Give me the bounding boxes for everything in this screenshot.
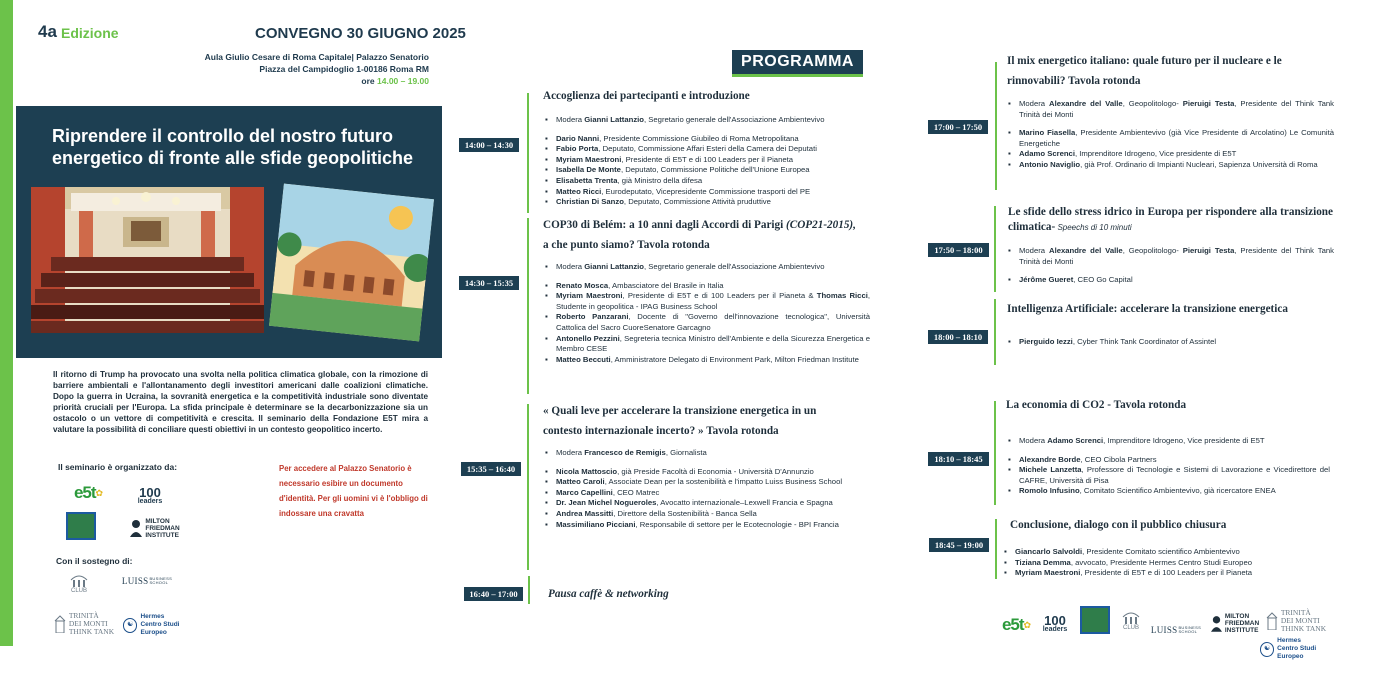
hermes-footer-line-2: Centro Studi Europeo bbox=[1277, 645, 1317, 660]
session-1-time: 14:00 – 14:30 bbox=[459, 138, 519, 152]
session-2-divider bbox=[527, 218, 529, 394]
hermes-footer-text bbox=[1277, 637, 1340, 661]
programme-badge: PROGRAMMA bbox=[732, 50, 863, 77]
speaker-item: ▪ Alexandre Borde, CEO Cibola Partners bbox=[1008, 455, 1330, 466]
luiss-footer-text: LUISS bbox=[1150, 625, 1178, 635]
speaker-item: ▪ Modera Francesco de Remigis, Giornalista bbox=[545, 448, 870, 459]
e5t-logo-footer bbox=[996, 614, 1036, 636]
speaker-item: ▪ Myriam Maestroni, Presidente di E5T e di 100 Leaders per il Pianeta & Thomas Ricci, Studente in geopolitica - IPAG Business School bbox=[545, 291, 870, 312]
hall-photo bbox=[31, 187, 264, 333]
session-6-speakers bbox=[1008, 337, 1334, 348]
speaker-item: ▪ Modera Gianni Lattanzio, Segretario generale dell'Associazione Ambientevivo bbox=[545, 262, 870, 273]
luiss-footer-small-1: BUSINESS bbox=[1178, 625, 1202, 630]
speaker-item: ▪ Adamo Screnci, Imprenditore Idrogeno, Vice presidente di E5T bbox=[1008, 149, 1334, 160]
organizers-title: Il seminario è organizzato da: bbox=[58, 462, 178, 472]
speaker-item: ▪ Isabella De Monte, Deputato, Commissione Politiche dell'Unione Europea bbox=[545, 165, 870, 176]
conference-title: CONVEGNO 30 GIUGNO 2025 bbox=[255, 25, 466, 42]
session-4-title-a: Il mix energetico italiano: quale futuro per il nucleare e le bbox=[1007, 55, 1282, 67]
speaker-item: ▪ Andrea Massitti, Direttore della Sostenibilità - Banca Sella bbox=[545, 509, 870, 520]
pause-time: 16:40 – 17:00 bbox=[464, 587, 523, 601]
session-4-speakers bbox=[1008, 99, 1334, 171]
speaker-item: ▪ Antonello Pezzini, Segreteria tecnica Ministro dell'Ambiente e della Sicurezza Energetica e Membro CESE bbox=[545, 334, 870, 355]
speaker-item: ▪ Giancarlo Salvoldi, Presidente Comitato scientifico Ambientevivo bbox=[1004, 547, 1334, 558]
venue-time-prefix: ore bbox=[361, 76, 377, 86]
session-4-title bbox=[1007, 51, 1337, 91]
club-building-icon bbox=[1122, 611, 1140, 625]
session-3-speakers bbox=[545, 448, 870, 530]
milton-line-2: FRIEDMAN bbox=[145, 524, 180, 532]
hermes-emblem-icon: ☯ bbox=[1260, 642, 1274, 657]
milton-portrait-icon bbox=[1211, 615, 1222, 632]
hermes-logo-footer bbox=[1260, 637, 1340, 660]
club-logo bbox=[63, 570, 95, 598]
luiss-logo bbox=[119, 574, 175, 588]
session-2-title bbox=[543, 215, 873, 255]
speaker-item: ▪ Christian Di Sanzo, Deputato, Commissione Attività pruduttive bbox=[545, 197, 870, 208]
speaker-item: ▪ Modera Gianni Lattanzio, Segretario generale dell'Associazione Ambientevivo bbox=[545, 115, 870, 126]
speaker-item: ▪ Modera Adamo Screnci, Imprenditore Idrogeno, Vice presidente di E5T bbox=[1008, 436, 1330, 447]
session-3-title bbox=[543, 401, 873, 441]
trinita-footer-line-3: THINK TANK bbox=[1280, 624, 1327, 633]
session-8-time: 18:45 – 19:00 bbox=[929, 538, 989, 552]
luiss-small-1: BUSINESS bbox=[149, 576, 173, 581]
edition-label: Edizione bbox=[61, 25, 119, 41]
hermes-logo bbox=[123, 613, 205, 636]
speaker-item: ▪ Romolo Infusino, Comitato Scientifico Ambientevivo, già ricercatore ENEA bbox=[1008, 486, 1330, 497]
leaf-icon: ✿ bbox=[95, 487, 103, 498]
luiss-small-2: SCHOOL bbox=[149, 580, 169, 585]
session-4-title-b: rinnovabili? Tavola rotonda bbox=[1007, 75, 1141, 87]
venue-line-2: Piazza del Campidoglio 1-00186 Roma RM bbox=[259, 64, 429, 74]
session-7-speakers bbox=[1008, 436, 1330, 497]
venue-block bbox=[205, 51, 429, 87]
session-2-title-a: COP30 di Belém: a 10 anni dagli Accordi di Parigi bbox=[543, 219, 787, 231]
trinita-church-icon bbox=[54, 615, 66, 633]
venue-time bbox=[205, 75, 429, 87]
session-2-title-c: a che punto siamo? Tavola rotonda bbox=[543, 239, 710, 251]
session-5-title bbox=[1008, 205, 1333, 235]
milton-line-3: INSTITUTE bbox=[145, 531, 179, 539]
speaker-item: ▪ Nicola Mattoscio, già Preside Facoltà di Economia - Università D'Annunzio bbox=[545, 467, 870, 478]
milton-footer-text bbox=[1225, 613, 1259, 634]
speaker-item: ▪ Tiziana Demma, avvocato, Presidente Hermes Centro Studi Europeo bbox=[1004, 558, 1334, 569]
session-7-time: 18:10 – 18:45 bbox=[928, 452, 989, 466]
speaker-item: ▪ Roberto Panzarani, Docente di "Governo dell'innovazione tecnologica", Università Cattolica del Sacro CuoreSenatore Garcagno bbox=[545, 312, 870, 333]
milton-footer-line-1: MILTON bbox=[1224, 612, 1250, 620]
speaker-item: ▪ Myriam Maestroni, Presidente di E5T e di 100 Leaders per il Pianeta bbox=[1004, 568, 1334, 579]
trinita-line-1: TRINITÀ bbox=[68, 611, 99, 620]
milton-friedman-logo-footer bbox=[1207, 612, 1263, 634]
session-1-divider bbox=[527, 93, 529, 213]
trinita-footer-text bbox=[1281, 609, 1326, 633]
session-5-title-a: Le sfide dello stress idrico in Europa per rispondere alla transizione climatica- bbox=[1008, 206, 1333, 233]
session-5-title-note: Speechs di 10 minuti bbox=[1055, 223, 1132, 232]
speaker-item: ▪ Marco Capellini, CEO Matrec bbox=[545, 488, 870, 499]
milton-friedman-logo bbox=[125, 516, 185, 540]
speaker-item: ▪ Renato Mosca, Ambasciatore del Brasile in Italia bbox=[545, 281, 870, 292]
edition-number: 4a bbox=[38, 22, 57, 41]
e5t-logo-text: e5t bbox=[73, 483, 96, 502]
session-8-divider bbox=[995, 519, 997, 579]
club-footer-text: CLUB bbox=[1122, 624, 1139, 631]
trinita-footer-line-2: DEI MONTI bbox=[1280, 616, 1320, 625]
hermes-line-1: Hermes bbox=[140, 613, 165, 620]
speaker-item: ▪ Michele Lanzetta, Professore di Tecnologie e Sistemi di Lavorazione e Vicedirettore del CAFRE, Università di Pisa bbox=[1008, 465, 1330, 486]
hermes-text bbox=[140, 613, 205, 637]
session-3-title-a: « Quali leve per accelerare la transizione energetica in un bbox=[543, 405, 817, 417]
speaker-item: ▪ Matteo Ricci, Eurodeputato, Vicepresidente Commissione trasporti del PE bbox=[545, 187, 870, 198]
speaker-item: ▪ Dr. Jean Michel Nogueroles, Avocatto internazionale–Lexwell Francia e Spagna bbox=[545, 498, 870, 509]
trinita-text bbox=[69, 612, 114, 636]
ambientevivo-logo bbox=[66, 512, 96, 540]
milton-portrait-icon bbox=[130, 519, 142, 537]
luiss-logo-footer bbox=[1149, 623, 1203, 637]
rome-illustration bbox=[269, 183, 434, 341]
speaker-item: ▪ Matteo Beccuti, Amministratore Delegato di Environment Park, Milton Friedman Institute bbox=[545, 355, 870, 366]
session-7-title: La economia di CO2 - Tavola rotonda bbox=[1006, 399, 1187, 411]
session-7-divider bbox=[994, 401, 996, 505]
session-5-time: 17:50 – 18:00 bbox=[928, 243, 989, 257]
leaders-footer-word: leaders bbox=[1042, 626, 1068, 633]
club-text: CLUB bbox=[70, 587, 87, 594]
venue-time-value: 14.00 – 19.00 bbox=[377, 76, 429, 86]
e5t-logo bbox=[68, 482, 108, 504]
trinita-footer-line-1: TRINITÀ bbox=[1280, 608, 1311, 617]
milton-text bbox=[145, 518, 179, 539]
speaker-item: ▪ Dario Nanni, Presidente Commissione Giubileo di Roma Metropolitana bbox=[545, 134, 870, 145]
left-accent-bar bbox=[0, 0, 13, 646]
leaders-word: leaders bbox=[137, 498, 163, 505]
hero-title: Riprendere il controllo del nostro futuro energetico di fronte alle sfide geopolitiche bbox=[52, 126, 414, 168]
session-5-speakers bbox=[1008, 246, 1334, 286]
trinita-line-3: THINK TANK bbox=[68, 627, 115, 636]
session-4-divider bbox=[995, 62, 997, 190]
session-3-title-b: contesto internazionale incerto? » Tavola rotonda bbox=[543, 425, 779, 437]
leaf-icon: ✿ bbox=[1023, 619, 1031, 630]
session-2-speakers bbox=[545, 262, 870, 365]
100-leaders-logo bbox=[136, 486, 164, 508]
milton-line-1: MILTON bbox=[145, 517, 170, 525]
access-note: Per accedere al Palazzo Senatorio è necessario esibire un documento d'identità. Per gli uomini vi è l'obbligo di indossare una cravatta bbox=[279, 464, 428, 518]
session-3-divider bbox=[527, 404, 529, 570]
session-1-title: Accoglienza dei partecipanti e introduzione bbox=[543, 90, 750, 102]
speaker-item: ▪ Massimiliano Picciani, Responsabile di settore per le Ecotecnologie - BPI Francia bbox=[545, 520, 870, 531]
speaker-item: ▪ Matteo Caroli, Associate Dean per la sostenibilità e l'impatto Luiss Business School bbox=[545, 477, 870, 488]
session-1-speakers bbox=[545, 115, 870, 208]
session-6-time: 18:00 – 18:10 bbox=[928, 330, 988, 344]
session-8-title: Conclusione, dialogo con il pubblico chiusura bbox=[1010, 519, 1227, 531]
e5t-footer-text: e5t bbox=[1001, 615, 1024, 634]
session-5-divider bbox=[994, 206, 996, 292]
support-title: Con il sostegno di: bbox=[56, 556, 133, 566]
trinita-church-icon bbox=[1266, 612, 1278, 630]
pause-divider bbox=[528, 576, 530, 604]
club-logo-footer bbox=[1116, 604, 1146, 638]
session-3-time: 15:35 – 16:40 bbox=[461, 462, 521, 476]
pause-title: Pausa caffè & networking bbox=[548, 588, 669, 600]
trinita-line-2: DEI MONTI bbox=[68, 619, 108, 628]
leaders-footer-number: 100 bbox=[1044, 613, 1066, 628]
hermes-line-2: Centro Studi Europeo bbox=[140, 621, 180, 636]
luiss-footer-small-2: SCHOOL bbox=[1178, 629, 1198, 634]
luiss-text: LUISS bbox=[121, 576, 149, 586]
speaker-item: ▪ Modera Alexandre del Valle, Geopolitologo- Pieruigi Testa, Presidente del Think Tank Trinità dei Monti bbox=[1008, 246, 1334, 267]
hermes-emblem-icon: ☯ bbox=[123, 618, 137, 633]
session-6-title: Intelligenza Artificiale: accelerare la transizione energetica bbox=[1007, 303, 1288, 315]
100-leaders-logo-footer bbox=[1041, 614, 1069, 636]
session-8-speakers bbox=[1004, 547, 1334, 579]
hermes-footer-line-1: Hermes bbox=[1277, 637, 1302, 644]
milton-footer-line-3: INSTITUTE bbox=[1224, 626, 1259, 634]
session-2-title-b: (COP21-2015), bbox=[786, 219, 856, 231]
speaker-item: ▪ Jérôme Gueret, CEO Go Capital bbox=[1008, 275, 1334, 286]
trinita-logo bbox=[52, 613, 116, 635]
speaker-item: ▪ Myriam Maestroni, Presidente di E5T e di 100 Leaders per il Pianeta bbox=[545, 155, 870, 166]
venue-line-1: Aula Giulio Cesare di Roma Capitale| Palazzo Senatorio bbox=[204, 52, 429, 62]
speaker-item: ▪ Modera Alexandre del Valle, Geopolitologo- Pieruigi Testa, Presidente del Think Tank Trinità dei Monti bbox=[1008, 99, 1334, 120]
speaker-item: ▪ Marino Fiasella, Presidente Ambientevivo (già Vice Presidente di Arcolatino) Le Comunità Energetiche bbox=[1008, 128, 1334, 149]
ambientevivo-logo-footer bbox=[1080, 606, 1110, 634]
session-6-divider bbox=[994, 299, 996, 365]
milton-footer-line-2: FRIEDMAN bbox=[1224, 619, 1260, 627]
leaders-number: 100 bbox=[139, 485, 161, 500]
speaker-item: ▪ Fabio Porta, Deputato, Commissione Affari Esteri della Camera dei Deputati bbox=[545, 144, 870, 155]
speaker-item: ▪ Antonio Naviglio, già Prof. Ordinario di Impianti Nucleari, Sapienza Università di Roma bbox=[1008, 160, 1334, 171]
speaker-item: ▪ Elisabetta Trenta, già Ministro della difesa bbox=[545, 176, 870, 187]
session-2-time: 14:30 – 15:35 bbox=[459, 276, 519, 290]
session-4-time: 17:00 – 17:50 bbox=[928, 120, 988, 134]
trinita-logo-footer bbox=[1265, 610, 1327, 632]
club-building-icon bbox=[70, 574, 88, 588]
speaker-item: ▪ Pierguido Iezzi, Cyber Think Tank Coordinator of Assintel bbox=[1008, 337, 1334, 348]
intro-paragraph: Il ritorno di Trump ha provocato una svolta nella politica climatica globale, con la rimozione di barriere ambientali e l'allontanamento degli investitori americani dalle coalizioni climatiche. Dopo la guerra in Ucraina, la sovranità energetica e la competitività industriale sono diventate priorità cruciali per l'Europa. La sfida principale è determinare se la decarbonizzazione sia un ostacolo o un vettore di competitività e crescita. Il seminario della Fondazione E5T mira a valutare la possibilità di conciliare questi obiettivi in un contesto geopolitico incerto. bbox=[53, 370, 428, 435]
